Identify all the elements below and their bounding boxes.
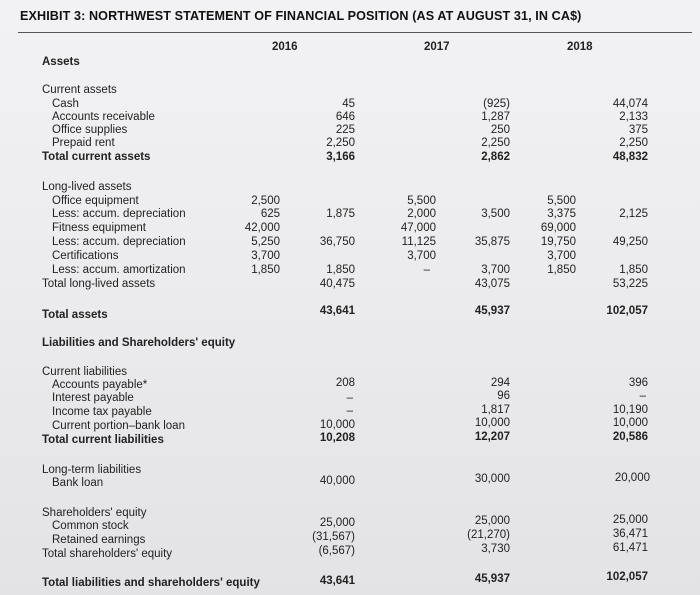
- value-2018: 2,133: [619, 111, 648, 123]
- total-liabilities-equity-2018: 102,057: [606, 571, 648, 583]
- total-long-lived-2018: 53,225: [612, 278, 648, 290]
- liabilities-equity-heading: Liabilities and Shareholders' equity: [42, 337, 236, 349]
- total-assets-2016: 43,641: [319, 305, 355, 317]
- value-2017: 250: [490, 124, 510, 136]
- row-label: Less: accum. amortization: [52, 264, 186, 276]
- row-label: Less: accum. depreciation: [52, 208, 186, 220]
- current-assets-heading: Current assets: [42, 84, 117, 96]
- value-2017: 30,000: [474, 473, 510, 485]
- row-label: Certifications: [52, 250, 119, 262]
- total-current-assets-2017: 2,862: [481, 151, 510, 163]
- value-2016: 2,250: [326, 137, 355, 149]
- row-label: Fitness equipment: [52, 222, 146, 234]
- value-2017: (925): [483, 98, 510, 110]
- gross-2016: 625: [260, 208, 280, 220]
- row-label: Current portion–bank loan: [52, 420, 185, 432]
- net-2017: 35,875: [474, 236, 510, 248]
- gross-2017: –: [423, 264, 430, 276]
- value-2017: 96: [497, 390, 510, 402]
- value-2017: 25,000: [474, 515, 510, 527]
- long-lived-heading: Long-lived assets: [42, 181, 132, 193]
- total-current-liabilities-label: Total current liabilities: [42, 434, 164, 446]
- row-label: Common stock: [52, 520, 129, 532]
- net-2016: 1,875: [326, 208, 355, 220]
- row-label: Office equipment: [52, 195, 139, 207]
- gross-2018: 3,700: [547, 250, 576, 262]
- year-header-2017: 2017: [424, 41, 450, 53]
- gross-2016: 1,850: [251, 264, 280, 276]
- row-label: Interest payable: [52, 392, 134, 404]
- gross-2018: 1,850: [547, 264, 576, 276]
- row-label: Cash: [52, 98, 79, 110]
- total-current-assets-label: Total current assets: [42, 151, 151, 163]
- value-2018: 375: [628, 124, 648, 136]
- net-2018: 49,250: [612, 236, 648, 248]
- value-2016: 40,000: [319, 475, 355, 487]
- value-2016: 208: [335, 377, 355, 389]
- assets-heading: Assets: [42, 56, 80, 68]
- total-liabilities-equity-label: Total liabilities and shareholders' equity: [42, 577, 260, 589]
- value-2017: 1,287: [481, 111, 510, 123]
- row-label: Office supplies: [52, 124, 128, 136]
- gross-2017: 5,500: [407, 195, 436, 207]
- value-2018: 25,000: [612, 514, 648, 526]
- long-term-liabilities-heading: Long-term liabilities: [42, 464, 142, 476]
- row-label: Retained earnings: [52, 534, 146, 546]
- total-long-lived-2017: 43,075: [474, 278, 510, 290]
- value-2016: 10,000: [319, 419, 355, 431]
- row-label: Income tax payable: [52, 406, 152, 418]
- total-liabilities-equity-2016: 43,641: [319, 575, 355, 587]
- title-rule: [18, 32, 692, 33]
- total-current-assets-2016: 3,166: [326, 151, 355, 163]
- current-liabilities-heading: Current liabilities: [42, 366, 128, 378]
- total-long-lived-2016: 40,475: [319, 278, 355, 290]
- total-equity-label: Total shareholders' equity: [42, 548, 173, 560]
- total-assets-label: Total assets: [42, 309, 108, 321]
- row-label: Accounts payable*: [52, 379, 148, 391]
- gross-2016: 5,250: [251, 236, 280, 248]
- statement-title: EXHIBIT 3: NORTHWEST STATEMENT OF FINANCIAL POSITION (AS AT AUGUST 31, IN CA$): [20, 9, 582, 23]
- gross-2018: 5,500: [547, 195, 576, 207]
- row-label: Bank loan: [52, 477, 104, 489]
- total-equity-2016: (6,567): [318, 545, 355, 557]
- value-2018: 44,074: [612, 98, 648, 110]
- net-2018: 2,125: [619, 208, 648, 220]
- total-equity-2017: 3,730: [481, 543, 510, 555]
- total-current-assets-2018: 48,832: [612, 151, 648, 163]
- gross-2017: 3,700: [407, 250, 436, 262]
- net-2018: 1,850: [619, 264, 648, 276]
- value-2016: –: [346, 392, 353, 404]
- gross-2017: 11,125: [401, 236, 436, 248]
- value-2018: 36,471: [612, 528, 648, 540]
- row-label: Prepaid rent: [52, 137, 115, 149]
- value-2016: 646: [335, 111, 355, 123]
- total-equity-2018: 61,471: [612, 542, 648, 554]
- total-assets-2017: 45,937: [474, 305, 510, 317]
- value-2016: (31,567): [312, 531, 355, 543]
- gross-2018: 19,750: [540, 236, 576, 248]
- total-current-liabilities-2017: 12,207: [474, 431, 510, 443]
- value-2018: 10,190: [612, 404, 648, 416]
- total-liabilities-equity-2017: 45,937: [474, 573, 510, 585]
- total-assets-2018: 102,057: [606, 305, 648, 317]
- gross-2018: 69,000: [540, 222, 576, 234]
- gross-2016: 2,500: [251, 195, 280, 207]
- gross-2017: 47,000: [400, 222, 436, 234]
- row-label: Less: accum. depreciation: [52, 236, 186, 248]
- gross-2016: 42,000: [244, 222, 280, 234]
- value-2017: (21,270): [467, 529, 510, 541]
- total-current-liabilities-2016: 10,208: [319, 432, 355, 444]
- total-current-liabilities-2018: 20,586: [612, 431, 648, 443]
- net-2017: 3,700: [481, 264, 510, 276]
- value-2016: 25,000: [319, 517, 355, 529]
- gross-2017: 2,000: [407, 208, 436, 220]
- gross-2018: 3,375: [547, 208, 576, 220]
- value-2017: 1,817: [481, 404, 510, 416]
- net-2016: 1,850: [326, 264, 355, 276]
- net-2017: 3,500: [481, 208, 510, 220]
- value-2018: 10,000: [612, 417, 648, 429]
- net-2016: 36,750: [319, 236, 355, 248]
- gross-2016: 3,700: [251, 250, 280, 262]
- value-2016: 45: [342, 98, 355, 110]
- total-long-lived-label: Total long-lived assets: [42, 278, 156, 290]
- value-2018: 2,250: [619, 137, 648, 149]
- value-2016: –: [346, 405, 353, 417]
- value-2018: 20,000: [614, 472, 650, 484]
- year-header-2018: 2018: [567, 41, 593, 53]
- value-2017: 10,000: [474, 417, 510, 429]
- equity-heading: Shareholders' equity: [42, 507, 147, 519]
- year-header-2016: 2016: [272, 41, 298, 53]
- value-2018: 396: [628, 377, 648, 389]
- value-2016: 225: [335, 124, 355, 136]
- value-2017: 294: [490, 377, 510, 389]
- row-label: Accounts receivable: [52, 111, 155, 123]
- value-2017: 2,250: [481, 137, 510, 149]
- value-2018: –: [639, 390, 646, 402]
